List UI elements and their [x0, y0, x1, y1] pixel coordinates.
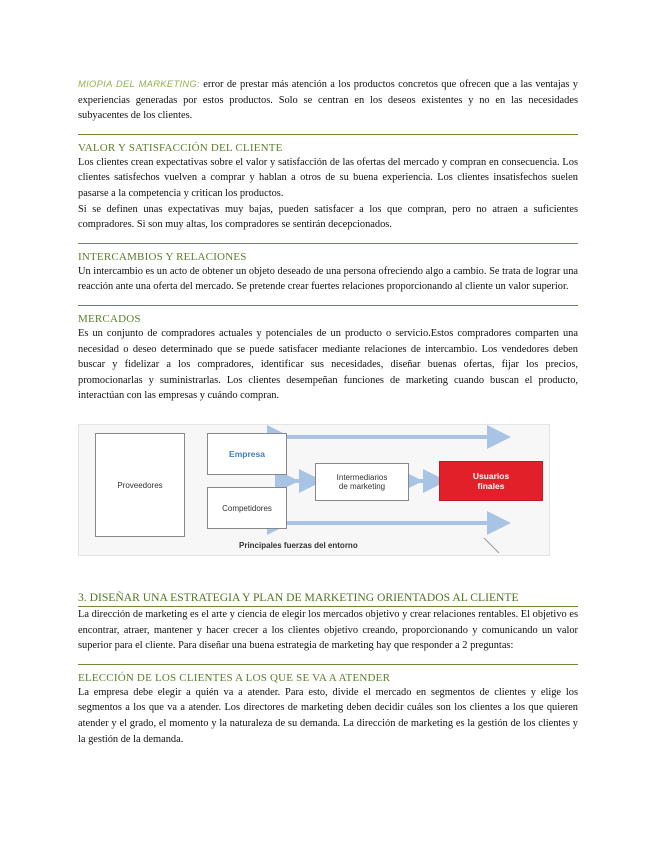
section3-paragraph: La dirección de marketing es el arte y ciencia de elegir los mercados objetivo y crear relaciones rentables. El objetivo es encontrar, atraer, mantener y hacer crecer a los clientes objetivo creando, proporcionando y comunicando un valor superior para el cliente. Para diseñar una buena estrategia de marketing hay que responder a 2 preguntas: — [78, 609, 578, 652]
section-paragraph: Un intercambio es un acto de obtener un objeto deseado de una persona ofreciendo algo a cambio. Se trata de lograr una reacción ante una oferta del mercado. Se pretende crear fuertes relaciones proporcionando al cliente un valor superior. — [78, 265, 578, 293]
section-eleccion — [78, 664, 578, 747]
section-divider — [78, 305, 578, 306]
diagram-caption: Principales fuerzas del entorno — [239, 541, 358, 550]
intro-paragraph — [78, 76, 578, 124]
section-paragraph: Los clientes crean expectativas sobre el valor y satisfacción de las ofertas del mercado y compran en consecuencia. Los clientes satisfechos vuelven a comprar y hablan a otros de su buena experiencia. Los clientes insatisfechos suelen pasarse a la competencia y critican los productos. — [78, 156, 578, 199]
section-valor — [78, 134, 578, 233]
intermediarios-label-2: de marketing — [338, 482, 386, 491]
usuarios-label-2: finales — [477, 481, 505, 491]
usuarios-label-1: Usuarios — [472, 471, 510, 481]
intermediarios-label-1: Intermediarios — [336, 473, 388, 482]
section3-title: 3. DISEÑAR UNA ESTRATEGIA Y PLAN DE MARKETING ORIENTADOS AL CLIENTE — [78, 590, 578, 607]
intermediarios-box — [315, 463, 409, 501]
document-page-upper — [78, 76, 578, 404]
section-divider — [78, 134, 578, 135]
intro-text: error de prestar más atención a los productos concretos que ofrecen que a las ventajas y experiencias generadas por estos productos. Solo se centran en los deseos existentes y no en las necesidades subyacentes de los clientes. — [78, 79, 578, 122]
section-mercados — [78, 305, 578, 404]
section-paragraph: Si se definen unas expectativas muy bajas, pueden satisfacer a los que compran, pero no atraen a suficientes compradores. Si son muy altas, los compradores se sentirán decepcionados. — [78, 203, 578, 231]
document-page-lower — [78, 590, 578, 747]
section-title: MERCADOS — [78, 312, 141, 325]
section-title: VALOR Y SATISFACCIÓN DEL CLIENTE — [78, 141, 283, 154]
section-intercambios — [78, 243, 578, 295]
section-title: INTERCAMBIOS Y RELACIONES — [78, 250, 247, 263]
competidores-box: Competidores — [207, 487, 287, 529]
proveedores-box: Proveedores — [95, 433, 185, 537]
usuarios-finales-box — [439, 461, 543, 501]
intro-term: MIOPIA DEL MARKETING: — [78, 78, 200, 89]
section-divider — [78, 243, 578, 244]
marketing-environment-diagram — [78, 424, 550, 556]
section-title: ELECCIÓN DE LOS CLIENTES A LOS QUE SE VA A ATENDER — [78, 671, 391, 684]
empresa-box: Empresa — [207, 433, 287, 475]
corner-mark — [484, 538, 499, 553]
section-divider — [78, 664, 578, 665]
section-paragraph: Es un conjunto de compradores actuales y potenciales de un producto o servicio.Estos compradores comparten una necesidad o deseo determinado que se puede satisfacer mediante relaciones de intercambio. Los vendedores deben buscar y fidelizar a los compradores, identificar sus necesidades, diseñar buenas ofertas, fijar los precios, promocionarlas y suministrarlas. Los clientes desempeñan funciones de marketing cuando buscan el producto, interactúan con las empresas y cuándo compran. — [78, 327, 578, 402]
section-paragraph: La empresa debe elegir a quién va a atender. Para esto, divide el mercado en segmentos de clientes y elige los segmentos a los que va a atender. Los directores de marketing deben decidir cuáles son los clientes a los que quieren atender y el grado, el momento y la naturaleza de su demanda. La dirección de marketing es la gestión de los clientes y la gestión de la demanda. — [78, 686, 578, 745]
